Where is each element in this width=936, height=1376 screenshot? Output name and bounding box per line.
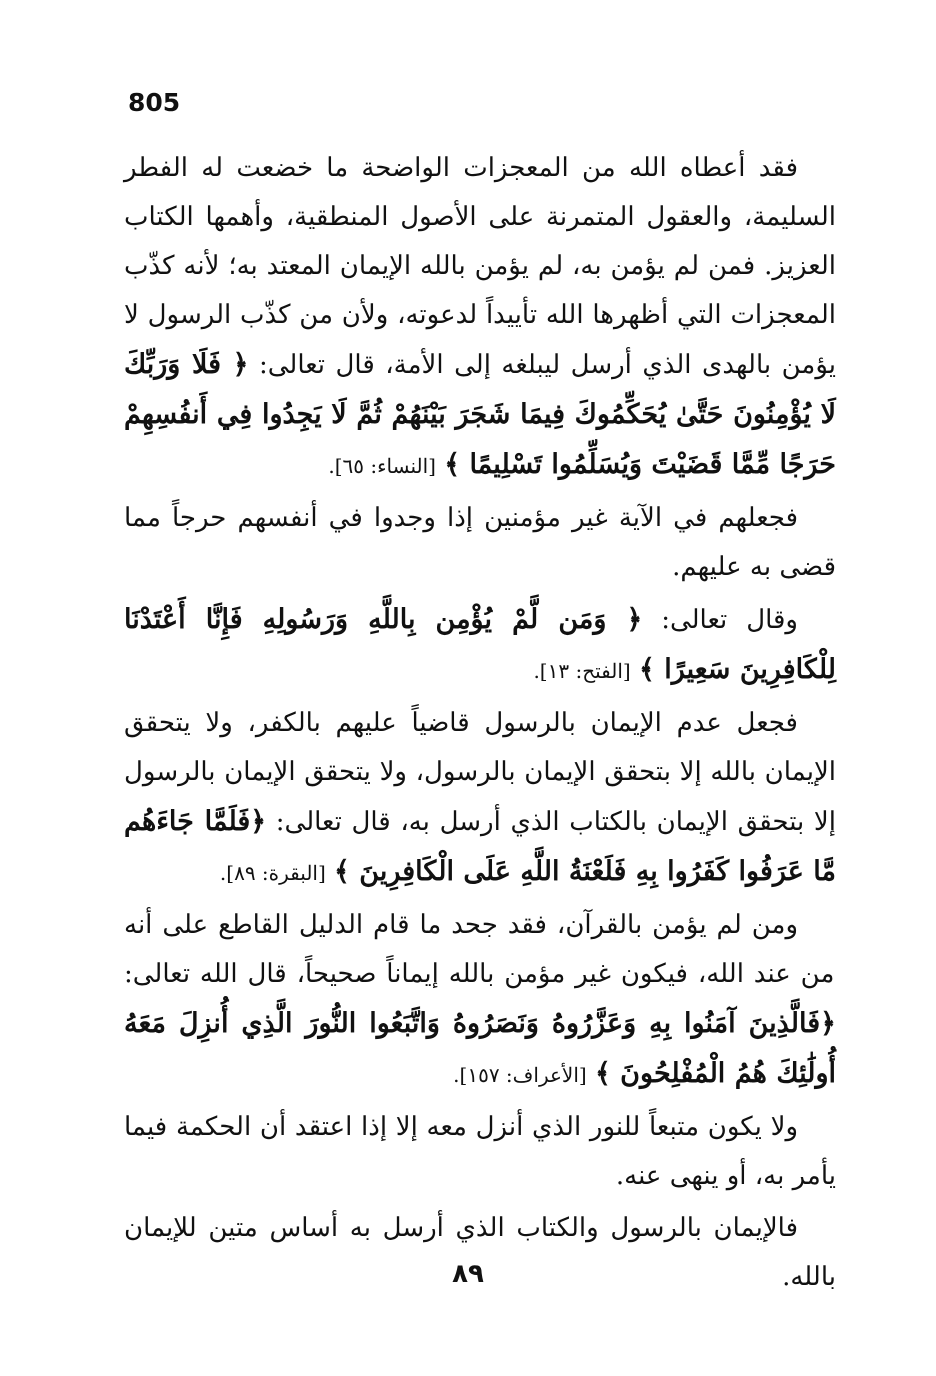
paragraph-4-quran-verse: ﴿فَلَمَّا جَاءَهُم مَّا عَرَفُوا كَفَرُوا بِهِ فَلَعْنَةُ اللَّهِ عَلَى الْكَافِرِينَ ﴾	[124, 806, 836, 887]
paragraph-4	[124, 699, 836, 898]
paragraph-3	[124, 595, 836, 696]
paragraph-6	[124, 1103, 836, 1201]
paragraph-5-quran-verse: ﴿فَالَّذِينَ آمَنُوا بِهِ وَعَزَّرُوهُ وَنَصَرُوهُ وَاتَّبَعُوا النُّورَ الَّذِي أُنزِلَ مَعَهُ أُولَٰئِكَ هُمُ الْمُفْلِحُونَ ﴾	[124, 1008, 836, 1089]
paragraph-4-text: فجعل عدم الإيمان بالرسول قاضياً عليهم بالكفر، ولا يتحقق الإيمان بالله إلا بتحقق الإيمان بالرسول، ولا يتحقق الإيمان بالرسول إلا بتحقق الإيمان بالكتاب الذي أرسل به، قال تعالى:	[124, 708, 836, 837]
paragraph-3-text: وقال تعالى:	[642, 605, 798, 635]
paragraph-6-text: ولا يكون متبعاً للنور الذي أنزل معه إلا إذا اعتقد أن الحكمة فيما يأمر به، أو ينهى عنه.	[124, 1112, 836, 1191]
paragraph-5-verse-reference: [الأعراف: ١٥٧].	[453, 1063, 587, 1087]
page-number-top: 805	[128, 88, 181, 117]
paragraph-5-text: ومن لم يؤمن بالقرآن، فقد جحد ما قام الدليل القاطع على أنه من عند الله، فيكون غير مؤمن بالله إيماناً صحيحاً، قال الله تعالى:	[124, 910, 835, 989]
paragraph-1-quran-verse: ﴿ فَلَا وَرَبِّكَ لَا يُؤْمِنُونَ حَتَّىٰ يُحَكِّمُوكَ فِيمَا شَجَرَ بَيْنَهُمْ ثُمَّ لَا يَجِدُوا فِي أَنفُسِهِمْ حَرَجًا مِّمَّا قَضَيْتَ وَيُسَلِّمُوا تَسْلِيمًا ﴾	[124, 349, 836, 480]
paragraph-2	[124, 494, 836, 592]
paragraph-2-text: فجعلهم في الآية غير مؤمنين إذا وجدوا في أنفسهم حرجاً مما قضى به عليهم.	[124, 503, 836, 582]
paragraph-3-quran-verse: ﴿ وَمَن لَّمْ يُؤْمِن بِاللَّهِ وَرَسُولِهِ فَإِنَّا أَعْتَدْنَا لِلْكَافِرِينَ سَعِيرًا ﴾	[124, 604, 836, 685]
paragraph-5	[124, 901, 836, 1100]
page-number-bottom: ٨٩	[452, 1259, 484, 1289]
body-text	[124, 144, 836, 1305]
paragraph-1-verse-reference: [النساء: ٦٥].	[328, 454, 436, 478]
paragraph-1	[124, 144, 836, 491]
paragraph-4-verse-reference: [البقرة: ٨٩].	[219, 861, 326, 885]
paragraph-1-text: فقد أعطاه الله من المعجزات الواضحة ما خضعت له الفطر السليمة، والعقول المتمرنة على الأصول المنطقية، وأهمها الكتاب العزيز. فمن لم يؤمن به، لم يؤمن بالله الإيمان المعتد به؛ لأنه كذّب المعجزات التي أظهرها الله تأييداً لدعوته، ولأن من كذّب الرسول لا يؤمن بالهدى الذي أرسل ليبلغه إلى الأمة، قال تعالى:	[124, 153, 836, 380]
paragraph-3-verse-reference: [الفتح: ١٣].	[533, 659, 631, 683]
paragraph-7-text: فالإيمان بالرسول والكتاب الذي أرسل به أساس متين للإيمان بالله.	[124, 1213, 836, 1292]
